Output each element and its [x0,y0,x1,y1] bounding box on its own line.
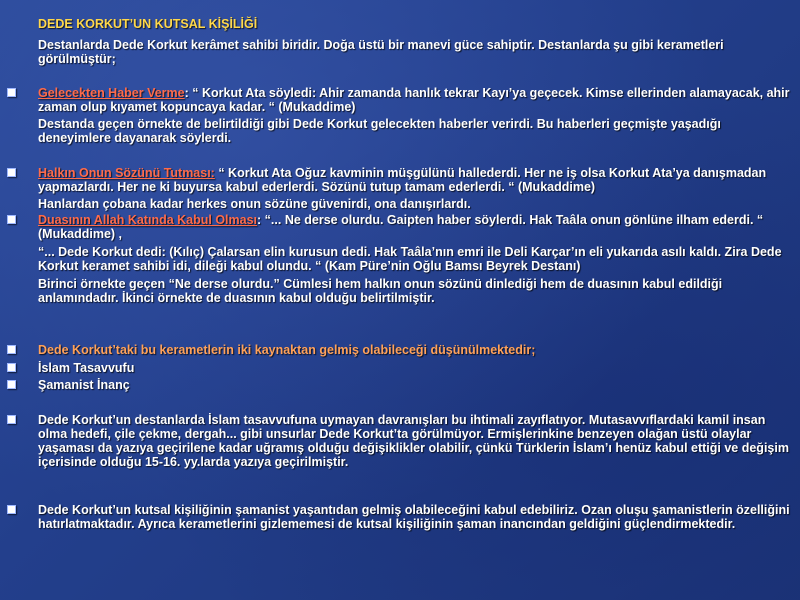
bullet-icon [7,415,16,424]
prayer-colon: : [257,213,262,227]
slide-title: DEDE KORKUT’UN KUTSAL KİŞİLİĞİ [38,17,258,31]
prayer-paragraph [38,213,790,241]
prayer-label: Duasının Allah Katında Kabul Olması [38,213,258,227]
bullet-icon [7,380,16,389]
prediction-colon: : [184,86,189,100]
bullet-icon [7,168,16,177]
source-item-shamanism: Şamanist İnanç [38,378,130,392]
prediction-label: Gelecekten Haber Verme [38,86,185,100]
bullet-icon [7,363,16,372]
prayer-example-quote: “... Dede Korkut dedi: (Kılıç) Çalarsan elin kurusun dedi. Hak Taâla’nın emri ile Deli Karçar’ın eli yukarıda asılı kaldı. Zira Dede Korkut keramet sahibi idi, dileği kabul olundu. “ (Kam Püre’nin Oğlu Bamsı Beyrek Destanı) [38,245,782,273]
bullet-icon [7,215,16,224]
sufism-argument-paragraph: Dede Korkut’un destanlarda İslam tasavvufuna uymayan davranışları bu ihtimali zayıflatıyor. Mutasavvıflardaki kamil insan olma hedefi, çile çekme, dergah... gibi unsurlar Dede Korkut’ta görülmüyor. Ermişlerinkine benzeyen olağan üstü olaylar yaşaması da yazıya geçirilene kadar uğramış olduğu değişiklikler olabilir, çünkü Türklerin İslam’ı henüz kabul ettiği ve değişim içerisinde olduğu 15-16. yy.larda yazıya geçirilmiştir. [38,413,789,469]
shamanism-conclusion-paragraph: Dede Korkut’un kutsal kişiliğinin şamanist yaşantıdan gelmiş olabileceğini kabul edebiliriz. Ozan oluşu şamanistlerin özelliğini hatırlatmaktadır. Ayrıca kerametlerini gizlememesi de kutsal kişiliğinin şaman inancından geldiğini güçlendirmektedir. [38,503,790,531]
prediction-paragraph [38,86,790,114]
obedience-label: Halkın Onun Sözünü Tutması: [38,166,215,180]
sources-heading: Dede Korkut’taki bu kerametlerin iki kaynaktan gelmiş olabileceği düşünülmektedir; [38,343,536,357]
bullet-icon [7,345,16,354]
obedience-explanation: Hanlardan çobana kadar herkes onun sözüne güvenirdi, ona danışırlardı. [38,197,471,211]
prayer-explanation: Birinci örnekte geçen “Ne derse olurdu.” Cümlesi hem halkın onun sözünü dinlediği hem de duasının kabul edildiği anlamındadır. İkinci örnekte de duasının kabul olduğu belirtilmiştir. [38,277,723,305]
obedience-paragraph [38,166,790,194]
source-item-sufism: İslam Tasavvufu [38,361,135,375]
prediction-explanation: Destanda geçen örnekte de belirtildiği gibi Dede Korkut gelecekten haberler verirdi. Bu haberleri geçmişte yaşadığı deneyimlere dayanarak söylerdi. [38,117,721,145]
intro-paragraph: Destanlarda Dede Korkut kerâmet sahibi biridir. Doğa üstü bir manevi güce sahiptir. Destanlarda şu gibi kerametleri görülmüştür; [38,38,724,66]
prayer-quote: “... Ne derse olurdu. Gaipten haber söylerdi. Hak Taâla onun gönlüne ilham ederdi. “ (Mukaddime) , [38,213,764,241]
prediction-quote: “ Korkut Ata söyledi: Ahir zamanda hanlık tekrar Kayı’ya geçecek. Kimse ellerinden alamayacak, ahir zaman olup kıyamet kopuncaya kadar. “ (Mukaddime) [38,86,790,114]
bullet-icon [7,88,16,97]
obedience-quote: “ Korkut Ata Oğuz kavminin müşgülünü hallederdi. Her ne iş olsa Korkut Ata’ya danışmadan yapmazlardı. Her ne ki buyursa kabul ederlerdi. Sözünü tutup tamam ederlerdi. “ (Mukaddime) [38,166,767,194]
bullet-icon [7,505,16,514]
